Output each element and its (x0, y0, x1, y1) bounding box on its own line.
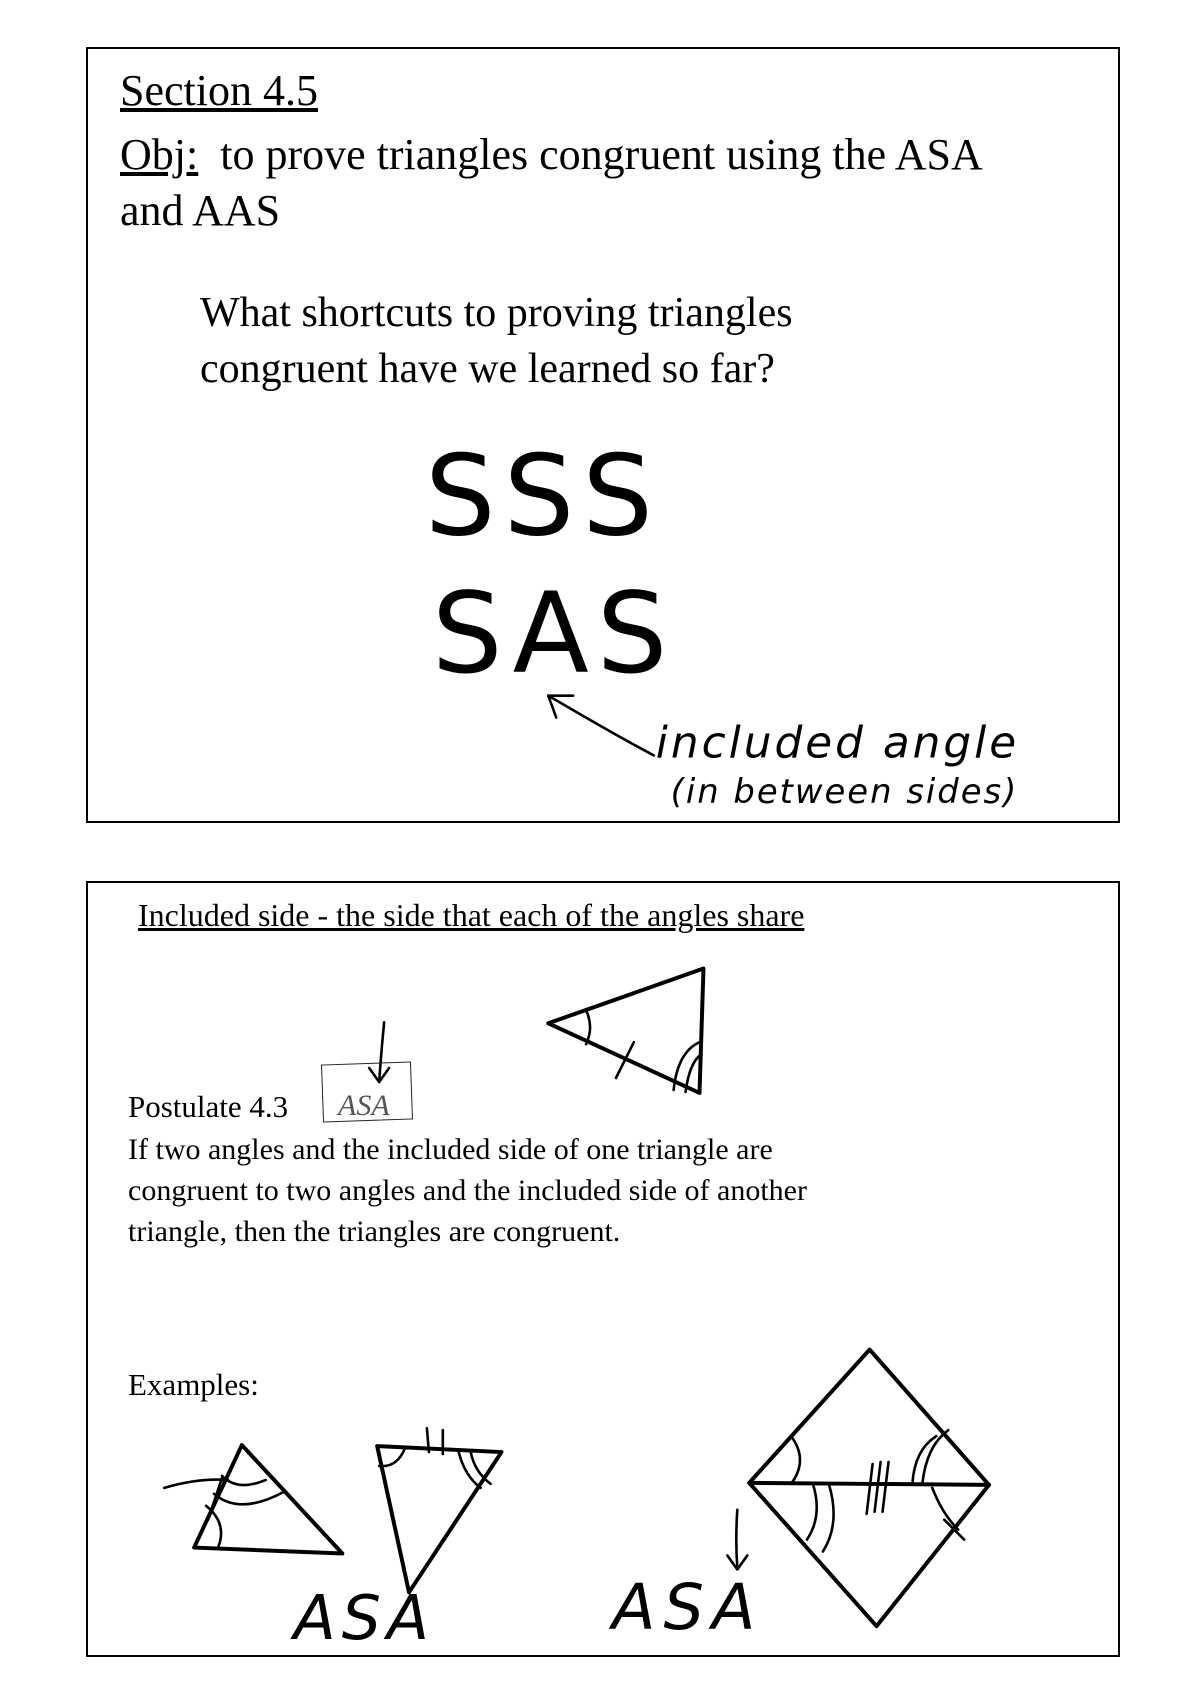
handwritten-note-included-angle: included angle (655, 717, 1020, 769)
postulate-line1: If two angles and the included side of one triangle are (128, 1133, 773, 1166)
slide2-drawings (88, 883, 1118, 1655)
slide-section-4-5 (86, 47, 1120, 823)
example1-triangle (164, 1445, 342, 1553)
example1-inverted-triangle (377, 1428, 501, 1592)
arrow-icon (548, 696, 653, 756)
postulate-statement (128, 1129, 807, 1252)
slide-asa-postulate (86, 881, 1120, 1657)
included-side-triangle (548, 969, 703, 1093)
handwritten-note-in-between-sides: (in between sides) (670, 772, 1019, 812)
question-line1: What shortcuts to proving triangles (200, 290, 793, 336)
objective-text-line2: and AAS (120, 186, 281, 235)
postulate-title: Postulate 4.3 (128, 1089, 289, 1124)
slide1-handwriting (88, 49, 1118, 821)
examples-label: Examples: (128, 1367, 259, 1402)
postulate-name: ASA (338, 1089, 390, 1122)
example2-down-arrow-icon (727, 1510, 747, 1570)
objective-text-line1: to prove triangles congruent using the ASA (220, 130, 983, 179)
included-side-definition: Included side - the side that each of the angles share (138, 897, 805, 933)
example2-answer: ASA (611, 1571, 764, 1646)
question-line2: congruent have we learned so far? (200, 346, 775, 392)
handwritten-sas: SAS (431, 569, 676, 699)
postulate-line3: triangle, then the triangles are congruent. (128, 1215, 621, 1248)
objective-label: Obj: (120, 130, 199, 179)
example1-answer: ASA (293, 1582, 436, 1655)
handwritten-sss: SSS (424, 432, 661, 562)
example2-diamond (749, 1350, 989, 1627)
postulate-line2: congruent to two angles and the included side of another (128, 1174, 807, 1207)
section-title: Section 4.5 (120, 66, 318, 115)
